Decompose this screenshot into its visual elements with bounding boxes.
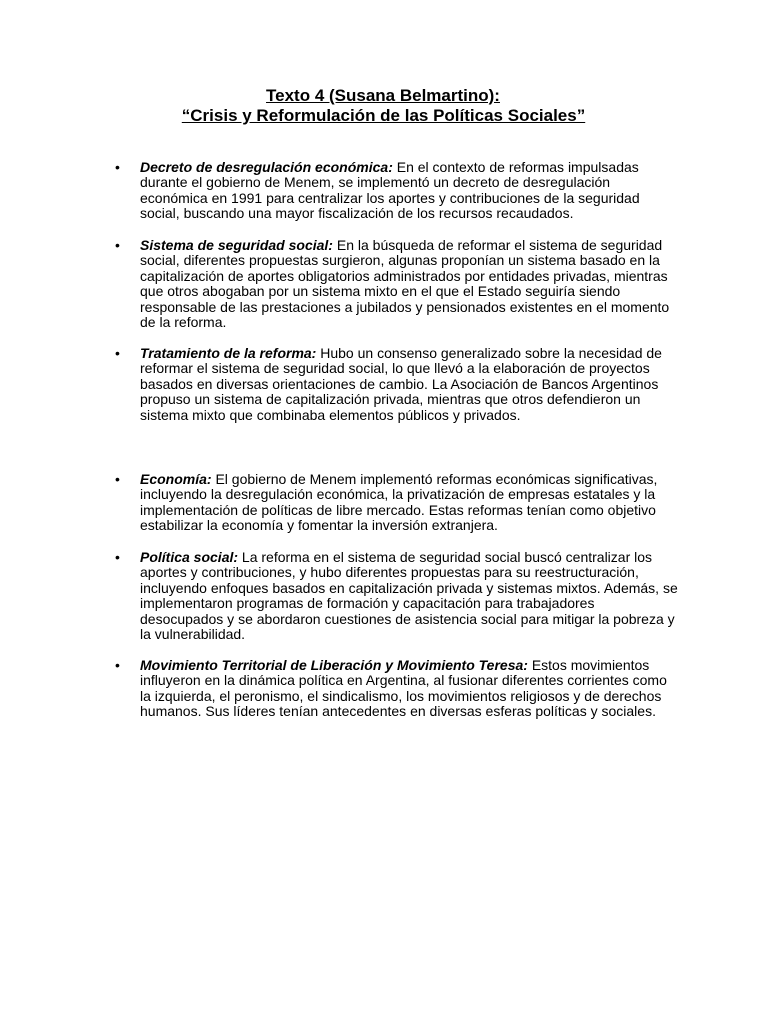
bullet-icon: • <box>115 471 120 487</box>
bullet-icon: • <box>115 345 120 361</box>
item-term: Sistema de seguridad social: <box>140 237 333 253</box>
list-item <box>115 159 680 222</box>
item-term: Tratamiento de la reforma: <box>140 345 317 361</box>
item-term: Economía: <box>140 471 212 487</box>
item-text: La reforma en el sistema de seguridad social buscó centralizar los aportes y contribuciones, y hubo diferentes propuestas para su reestructuración, incluyendo enfoques basados en capitalización privada y sistemas mixtos. Además, se implementaron programas de formación y capacitación para trabajadores desocupados y se abordaron cuestiones de asistencia social para mitigar la pobreza y la vulnerabilidad. <box>140 549 678 643</box>
bullet-icon: • <box>115 549 120 565</box>
item-term: Movimiento Territorial de Liberación y Movimiento Teresa: <box>140 657 528 673</box>
bullet-icon: • <box>115 237 120 253</box>
list-item <box>115 657 680 720</box>
bullet-icon: • <box>115 657 120 673</box>
document-title <box>0 86 768 126</box>
item-text: Estos movimientos influyeron en la dinámica política en Argentina, al fusionar diferentes corrientes como la izquierda, el peronismo, el sindicalismo, los movimientos religiosos y de derechos humanos. Sus líderes tenían antecedentes en diversas esferas políticas y sociales. <box>140 657 667 720</box>
bullet-icon: • <box>115 159 120 175</box>
title-line-1: Texto 4 (Susana Belmartino): <box>266 86 500 105</box>
list-item <box>115 345 680 423</box>
item-text: En la búsqueda de reformar el sistema de seguridad social, diferentes propuestas surgieron, algunas proponían un sistema basado en la capitalización de aportes obligatorios administrados por entidades privadas, mientras que otros abogaban por un sistema mixto en el que el Estado seguiría siendo responsable de las prestaciones a jubilados y pensionados existentes en el momento de la reforma. <box>140 237 670 331</box>
list-item <box>115 471 680 534</box>
item-text: El gobierno de Menem implementó reformas económicas significativas, incluyendo la desregulación económica, la privatización de empresas estatales y la implementación de políticas de libre mercado. Estas reformas tenían como objetivo estabilizar la economía y fomentar la inversión extranjera. <box>140 471 658 534</box>
item-term: Decreto de desregulación económica: <box>140 159 393 175</box>
title-line-2: “Crisis y Reformulación de las Políticas Sociales” <box>181 106 586 125</box>
list-item <box>115 237 680 331</box>
list-item <box>115 549 680 643</box>
item-text: En el contexto de reformas impulsadas durante el gobierno de Menem, se implementó un decreto de desregulación económica en 1991 para centralizar los aportes y contribuciones de la seguridad social, buscando una mayor fiscalización de los recursos recaudados. <box>140 159 640 222</box>
item-text: Hubo un consenso generalizado sobre la necesidad de reformar el sistema de seguridad social, lo que llevó a la elaboración de proyectos basados en diversas orientaciones de cambio. La Asociación de Bancos Argentinos propuso un sistema de capitalización privada, mientras que otros defendieron un sistema mixto que combinaba elementos públicos y privados. <box>140 345 662 423</box>
item-term: Política social: <box>140 549 239 565</box>
